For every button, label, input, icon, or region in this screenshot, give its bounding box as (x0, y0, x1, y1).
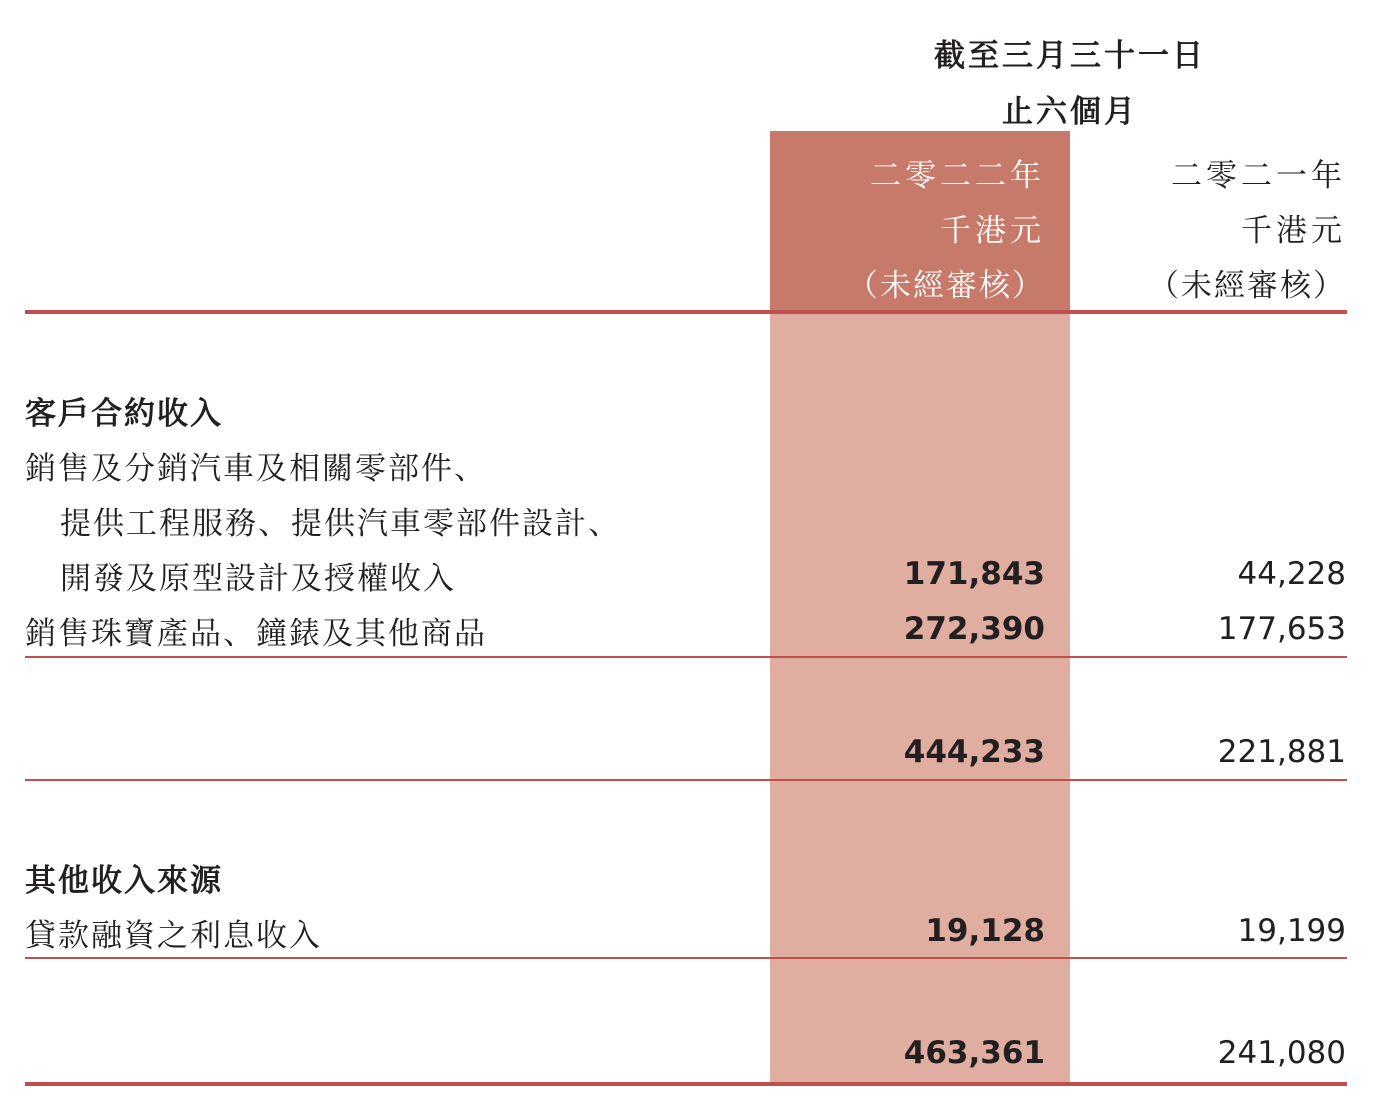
row-label-jewellery: 銷售珠寶產品、鐘錶及其他商品 (25, 616, 487, 652)
row-label-interest-income: 貸款融資之利息收入 (25, 918, 322, 954)
row-label-vehicles-line3: 開發及原型設計及授權收入 (60, 561, 456, 597)
row-value-interest-prior: 19,199 (1237, 913, 1346, 949)
subtotal-value-current: 444,233 (903, 734, 1045, 770)
prior-year-audit-status: （未經審核） (1148, 268, 1346, 304)
total-value-current: 463,361 (903, 1035, 1045, 1071)
row-label-vehicles-line1: 銷售及分銷汽車及相關零部件、 (25, 451, 487, 487)
section-heading-contract-revenue: 客戶合約收入 (25, 396, 223, 432)
row-label-vehicles-line2: 提供工程服務、提供汽車零部件設計、 (60, 506, 621, 542)
total-bottom-divider (25, 1082, 1347, 1086)
current-year-unit: 千港元 (940, 213, 1045, 249)
prior-year-label: 二零二一年 (1171, 158, 1346, 194)
row-value-vehicles-prior: 44,228 (1237, 556, 1346, 592)
prior-year-unit: 千港元 (1241, 213, 1346, 249)
subtotal-value-prior: 221,881 (1217, 734, 1346, 770)
subtotal-divider (25, 656, 1347, 658)
current-year-audit-status: （未經審核） (847, 268, 1045, 304)
subtotal-bottom-divider (25, 779, 1347, 781)
total-value-prior: 241,080 (1217, 1035, 1346, 1071)
row-value-jewellery-current: 272,390 (903, 611, 1045, 647)
row-value-vehicles-current: 171,843 (903, 556, 1045, 592)
row-value-jewellery-prior: 177,653 (1217, 611, 1346, 647)
row-value-interest-current: 19,128 (925, 913, 1045, 949)
header-divider (25, 310, 1347, 314)
period-heading-line1: 截至三月三十一日 (934, 38, 1206, 74)
section-heading-other-revenue: 其他收入來源 (25, 863, 223, 899)
total-divider (25, 957, 1347, 959)
period-heading-line2: 止六個月 (1002, 94, 1138, 130)
current-year-label: 二零二二年 (870, 158, 1045, 194)
